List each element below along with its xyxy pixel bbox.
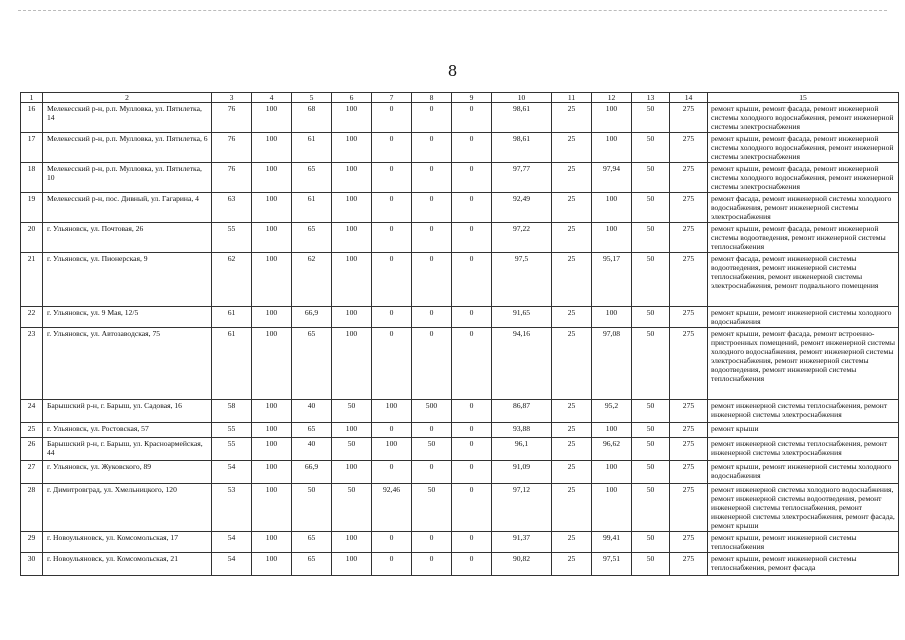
value-cell: 50: [632, 307, 670, 328]
value-cell: 275: [670, 163, 708, 193]
column-header: 15: [708, 93, 899, 103]
table-row: [21, 133, 899, 163]
value-cell: 50: [412, 438, 452, 461]
column-header: 12: [592, 93, 632, 103]
value-cell: 0: [372, 193, 412, 223]
value-cell: 25: [552, 328, 592, 400]
value-cell: 50: [632, 253, 670, 307]
value-cell: 0: [372, 461, 412, 484]
table-row: [21, 193, 899, 223]
works-description-cell: ремонт инженерной системы теплоснабжения, ремонт инженерной системы электроснабжения: [708, 400, 899, 423]
value-cell: 275: [670, 553, 708, 576]
column-header: 10: [492, 93, 552, 103]
value-cell: 96,62: [592, 438, 632, 461]
table-row: [21, 423, 899, 438]
row-number-cell: 17: [21, 133, 43, 163]
value-cell: 50: [632, 133, 670, 163]
value-cell: 50: [632, 484, 670, 532]
works-description-cell: ремонт фасада, ремонт инженерной системы холодного водоснабжения, ремонт инженерной системы электроснабжения: [708, 193, 899, 223]
address-cell: Мелекесский р-н, р.п. Мулловка, ул. Пятилетка, 6: [43, 133, 212, 163]
value-cell: 93,88: [492, 423, 552, 438]
address-cell: г. Димитровград, ул. Хмельницкого, 120: [43, 484, 212, 532]
value-cell: 275: [670, 133, 708, 163]
value-cell: 65: [292, 328, 332, 400]
value-cell: 100: [252, 532, 292, 553]
value-cell: 25: [552, 103, 592, 133]
value-cell: 63: [212, 193, 252, 223]
value-cell: 275: [670, 223, 708, 253]
value-cell: 275: [670, 193, 708, 223]
value-cell: 100: [332, 193, 372, 223]
value-cell: 100: [332, 133, 372, 163]
address-cell: г. Ульяновск, ул. Ростовская, 57: [43, 423, 212, 438]
value-cell: 61: [212, 307, 252, 328]
value-cell: 0: [412, 223, 452, 253]
value-cell: 100: [252, 223, 292, 253]
value-cell: 50: [632, 193, 670, 223]
table-row: [21, 484, 899, 532]
value-cell: 0: [452, 553, 492, 576]
table-row: [21, 253, 899, 307]
value-cell: 65: [292, 532, 332, 553]
value-cell: 275: [670, 103, 708, 133]
value-cell: 100: [332, 532, 372, 553]
value-cell: 50: [412, 484, 452, 532]
value-cell: 66,9: [292, 307, 332, 328]
value-cell: 90,82: [492, 553, 552, 576]
value-cell: 0: [372, 328, 412, 400]
value-cell: 25: [552, 307, 592, 328]
value-cell: 0: [452, 193, 492, 223]
address-cell: г. Ульяновск, ул. 9 Мая, 12/5: [43, 307, 212, 328]
row-number-cell: 29: [21, 532, 43, 553]
value-cell: 275: [670, 400, 708, 423]
value-cell: 100: [332, 553, 372, 576]
value-cell: 0: [372, 532, 412, 553]
value-cell: 275: [670, 532, 708, 553]
value-cell: 61: [292, 133, 332, 163]
value-cell: 91,09: [492, 461, 552, 484]
table-row: [21, 307, 899, 328]
value-cell: 275: [670, 307, 708, 328]
value-cell: 66,9: [292, 461, 332, 484]
header-row: [21, 93, 899, 103]
column-header: 14: [670, 93, 708, 103]
works-description-cell: ремонт фасада, ремонт инженерной системы водоотведения, ремонт инженерной системы теплоснабжения, ремонт инженерной системы электроснабжения, ремонт подвального помещения: [708, 253, 899, 307]
value-cell: 25: [552, 461, 592, 484]
value-cell: 0: [452, 484, 492, 532]
value-cell: 76: [212, 163, 252, 193]
value-cell: 100: [592, 423, 632, 438]
value-cell: 50: [332, 438, 372, 461]
value-cell: 50: [632, 423, 670, 438]
value-cell: 55: [212, 438, 252, 461]
value-cell: 97,22: [492, 223, 552, 253]
page-number: 8: [447, 62, 458, 80]
value-cell: 50: [632, 553, 670, 576]
table-row: [21, 163, 899, 193]
value-cell: 97,08: [592, 328, 632, 400]
value-cell: 54: [212, 461, 252, 484]
value-cell: 25: [552, 223, 592, 253]
works-description-cell: ремонт крыши, ремонт инженерной системы теплоснабжения, ремонт фасада: [708, 553, 899, 576]
value-cell: 50: [632, 400, 670, 423]
table-row: [21, 328, 899, 400]
value-cell: 0: [452, 400, 492, 423]
value-cell: 100: [592, 133, 632, 163]
value-cell: 100: [332, 461, 372, 484]
address-cell: г. Новоульяновск, ул. Комсомольская, 21: [43, 553, 212, 576]
value-cell: 50: [632, 328, 670, 400]
value-cell: 65: [292, 423, 332, 438]
value-cell: 100: [252, 438, 292, 461]
value-cell: 50: [632, 163, 670, 193]
value-cell: 100: [252, 193, 292, 223]
value-cell: 95,17: [592, 253, 632, 307]
value-cell: 76: [212, 103, 252, 133]
column-header: 9: [452, 93, 492, 103]
value-cell: 0: [372, 423, 412, 438]
value-cell: 0: [372, 553, 412, 576]
value-cell: 96,1: [492, 438, 552, 461]
value-cell: 50: [632, 223, 670, 253]
works-description-cell: ремонт крыши, ремонт фасада, ремонт инженерной системы водоотведения, ремонт инженерной системы теплоснабжения: [708, 223, 899, 253]
value-cell: 0: [372, 223, 412, 253]
value-cell: 95,2: [592, 400, 632, 423]
value-cell: 100: [592, 461, 632, 484]
row-number-cell: 20: [21, 223, 43, 253]
value-cell: 61: [292, 193, 332, 223]
row-number-cell: 25: [21, 423, 43, 438]
value-cell: 86,87: [492, 400, 552, 423]
column-header: 7: [372, 93, 412, 103]
table-row: [21, 532, 899, 553]
value-cell: 25: [552, 193, 592, 223]
value-cell: 100: [372, 400, 412, 423]
value-cell: 100: [332, 163, 372, 193]
column-header: 3: [212, 93, 252, 103]
value-cell: 50: [632, 438, 670, 461]
works-description-cell: ремонт крыши: [708, 423, 899, 438]
value-cell: 0: [412, 307, 452, 328]
value-cell: 25: [552, 423, 592, 438]
value-cell: 100: [252, 423, 292, 438]
works-description-cell: ремонт крыши, ремонт инженерной системы теплоснабжения: [708, 532, 899, 553]
row-number-cell: 23: [21, 328, 43, 400]
column-header: 11: [552, 93, 592, 103]
value-cell: 40: [292, 400, 332, 423]
value-cell: 25: [552, 484, 592, 532]
value-cell: 98,61: [492, 133, 552, 163]
value-cell: 0: [412, 103, 452, 133]
value-cell: 91,65: [492, 307, 552, 328]
value-cell: 100: [252, 307, 292, 328]
address-cell: Мелекесский р-н, р.п. Мулловка, ул. Пятилетка, 10: [43, 163, 212, 193]
value-cell: 50: [292, 484, 332, 532]
column-header: 2: [43, 93, 212, 103]
value-cell: 53: [212, 484, 252, 532]
value-cell: 0: [412, 163, 452, 193]
value-cell: 275: [670, 253, 708, 307]
value-cell: 100: [372, 438, 412, 461]
table-body: [21, 103, 899, 576]
value-cell: 99,41: [592, 532, 632, 553]
value-cell: 0: [372, 163, 412, 193]
value-cell: 100: [332, 253, 372, 307]
address-cell: г. Ульяновск, ул. Пионерская, 9: [43, 253, 212, 307]
value-cell: 50: [332, 400, 372, 423]
value-cell: 100: [252, 133, 292, 163]
works-description-cell: ремонт крыши, ремонт фасада, ремонт инженерной системы холодного водоснабжения, ремонт инженерной системы электроснабжения: [708, 133, 899, 163]
row-number-cell: 30: [21, 553, 43, 576]
value-cell: 0: [372, 133, 412, 163]
value-cell: 76: [212, 133, 252, 163]
value-cell: 100: [332, 328, 372, 400]
value-cell: 0: [452, 133, 492, 163]
row-number-cell: 28: [21, 484, 43, 532]
row-number-cell: 26: [21, 438, 43, 461]
value-cell: 62: [212, 253, 252, 307]
value-cell: 0: [372, 253, 412, 307]
value-cell: 50: [632, 461, 670, 484]
value-cell: 100: [252, 253, 292, 307]
works-description-cell: ремонт крыши, ремонт инженерной системы холодного водоснабжения: [708, 461, 899, 484]
value-cell: 275: [670, 484, 708, 532]
value-cell: 97,51: [592, 553, 632, 576]
column-header: 5: [292, 93, 332, 103]
table-row: [21, 438, 899, 461]
value-cell: 0: [452, 532, 492, 553]
row-number-cell: 22: [21, 307, 43, 328]
value-cell: 275: [670, 328, 708, 400]
value-cell: 0: [372, 307, 412, 328]
value-cell: 0: [452, 163, 492, 193]
works-description-cell: ремонт крыши, ремонт фасада, ремонт инженерной системы холодного водоснабжения, ремонт инженерной системы электроснабжения: [708, 103, 899, 133]
table-row: [21, 461, 899, 484]
value-cell: 92,49: [492, 193, 552, 223]
value-cell: 97,5: [492, 253, 552, 307]
row-number-cell: 19: [21, 193, 43, 223]
value-cell: 0: [452, 223, 492, 253]
address-cell: г. Новоульяновск, ул. Комсомольская, 17: [43, 532, 212, 553]
value-cell: 62: [292, 253, 332, 307]
value-cell: 0: [412, 532, 452, 553]
value-cell: 100: [252, 103, 292, 133]
value-cell: 54: [212, 553, 252, 576]
value-cell: 25: [552, 133, 592, 163]
value-cell: 500: [412, 400, 452, 423]
value-cell: 25: [552, 532, 592, 553]
value-cell: 50: [332, 484, 372, 532]
value-cell: 0: [412, 193, 452, 223]
value-cell: 25: [552, 400, 592, 423]
value-cell: 25: [552, 438, 592, 461]
value-cell: 92,46: [372, 484, 412, 532]
value-cell: 275: [670, 438, 708, 461]
value-cell: 0: [452, 423, 492, 438]
address-cell: Барышский р-н, г. Барыш, ул. Садовая, 16: [43, 400, 212, 423]
table-row: [21, 223, 899, 253]
value-cell: 61: [212, 328, 252, 400]
works-description-cell: ремонт крыши, ремонт фасада, ремонт встроенно-пристроенных помещений, ремонт инженерной системы холодного водоснабжения, ремонт инженерной системы электроснабжения, ремонт инженерной системы водоотведения, ремонт инженерной системы теплоснабжения: [708, 328, 899, 400]
value-cell: 65: [292, 553, 332, 576]
row-number-cell: 18: [21, 163, 43, 193]
value-cell: 100: [332, 103, 372, 133]
table-row: [21, 103, 899, 133]
value-cell: 25: [552, 163, 592, 193]
works-description-cell: ремонт инженерной системы холодного водоснабжения, ремонт инженерной системы водоотведения, ремонт инженерной системы теплоснабжения, ремонт инженерной системы электроснабжения, ремонт фасада, ремонт крыши: [708, 484, 899, 532]
works-description-cell: ремонт крыши, ремонт фасада, ремонт инженерной системы холодного водоснабжения, ремонт инженерной системы электроснабжения: [708, 163, 899, 193]
value-cell: 100: [252, 328, 292, 400]
repair-priority-table: [20, 92, 899, 576]
value-cell: 0: [372, 103, 412, 133]
value-cell: 50: [632, 532, 670, 553]
value-cell: 58: [212, 400, 252, 423]
value-cell: 100: [252, 484, 292, 532]
column-header: 8: [412, 93, 452, 103]
column-header: 13: [632, 93, 670, 103]
value-cell: 275: [670, 461, 708, 484]
value-cell: 97,77: [492, 163, 552, 193]
top-edge-line: [18, 10, 887, 11]
value-cell: 0: [412, 553, 452, 576]
value-cell: 25: [552, 253, 592, 307]
value-cell: 275: [670, 423, 708, 438]
value-cell: 100: [332, 423, 372, 438]
address-cell: г. Ульяновск, ул. Автозаводская, 75: [43, 328, 212, 400]
value-cell: 100: [592, 103, 632, 133]
table-row: [21, 400, 899, 423]
value-cell: 65: [292, 163, 332, 193]
value-cell: 65: [292, 223, 332, 253]
value-cell: 0: [452, 307, 492, 328]
value-cell: 68: [292, 103, 332, 133]
column-header: 6: [332, 93, 372, 103]
row-number-cell: 27: [21, 461, 43, 484]
address-cell: Мелекесский р-н, р.п. Мулловка, ул. Пятилетка, 14: [43, 103, 212, 133]
value-cell: 25: [552, 553, 592, 576]
value-cell: 0: [412, 133, 452, 163]
works-description-cell: ремонт крыши, ремонт инженерной системы холодного водоснабжения: [708, 307, 899, 328]
value-cell: 91,37: [492, 532, 552, 553]
value-cell: 0: [452, 253, 492, 307]
value-cell: 98,61: [492, 103, 552, 133]
value-cell: 0: [412, 461, 452, 484]
value-cell: 50: [632, 103, 670, 133]
value-cell: 0: [452, 328, 492, 400]
row-number-cell: 24: [21, 400, 43, 423]
column-header: 1: [21, 93, 43, 103]
value-cell: 100: [252, 461, 292, 484]
value-cell: 97,12: [492, 484, 552, 532]
value-cell: 100: [592, 484, 632, 532]
address-cell: г. Ульяновск, ул. Почтовая, 26: [43, 223, 212, 253]
address-cell: Барышский р-н, г. Барыш, ул. Красноармейская, 44: [43, 438, 212, 461]
value-cell: 94,16: [492, 328, 552, 400]
value-cell: 100: [332, 307, 372, 328]
value-cell: 100: [252, 400, 292, 423]
column-header: 4: [252, 93, 292, 103]
address-cell: Мелекесский р-н, пос. Дивный, ул. Гагарина, 4: [43, 193, 212, 223]
value-cell: 40: [292, 438, 332, 461]
value-cell: 100: [332, 223, 372, 253]
value-cell: 0: [452, 461, 492, 484]
row-number-cell: 16: [21, 103, 43, 133]
works-description-cell: ремонт инженерной системы теплоснабжения, ремонт инженерной системы электроснабжения: [708, 438, 899, 461]
value-cell: 100: [252, 553, 292, 576]
value-cell: 100: [592, 307, 632, 328]
value-cell: 0: [412, 423, 452, 438]
value-cell: 0: [412, 253, 452, 307]
value-cell: 0: [412, 328, 452, 400]
row-number-cell: 21: [21, 253, 43, 307]
value-cell: 97,94: [592, 163, 632, 193]
value-cell: 0: [452, 103, 492, 133]
value-cell: 100: [252, 163, 292, 193]
value-cell: 55: [212, 223, 252, 253]
value-cell: 100: [592, 193, 632, 223]
value-cell: 54: [212, 532, 252, 553]
value-cell: 55: [212, 423, 252, 438]
table-row: [21, 553, 899, 576]
address-cell: г. Ульяновск, ул. Жуковского, 89: [43, 461, 212, 484]
value-cell: 0: [452, 438, 492, 461]
value-cell: 100: [592, 223, 632, 253]
